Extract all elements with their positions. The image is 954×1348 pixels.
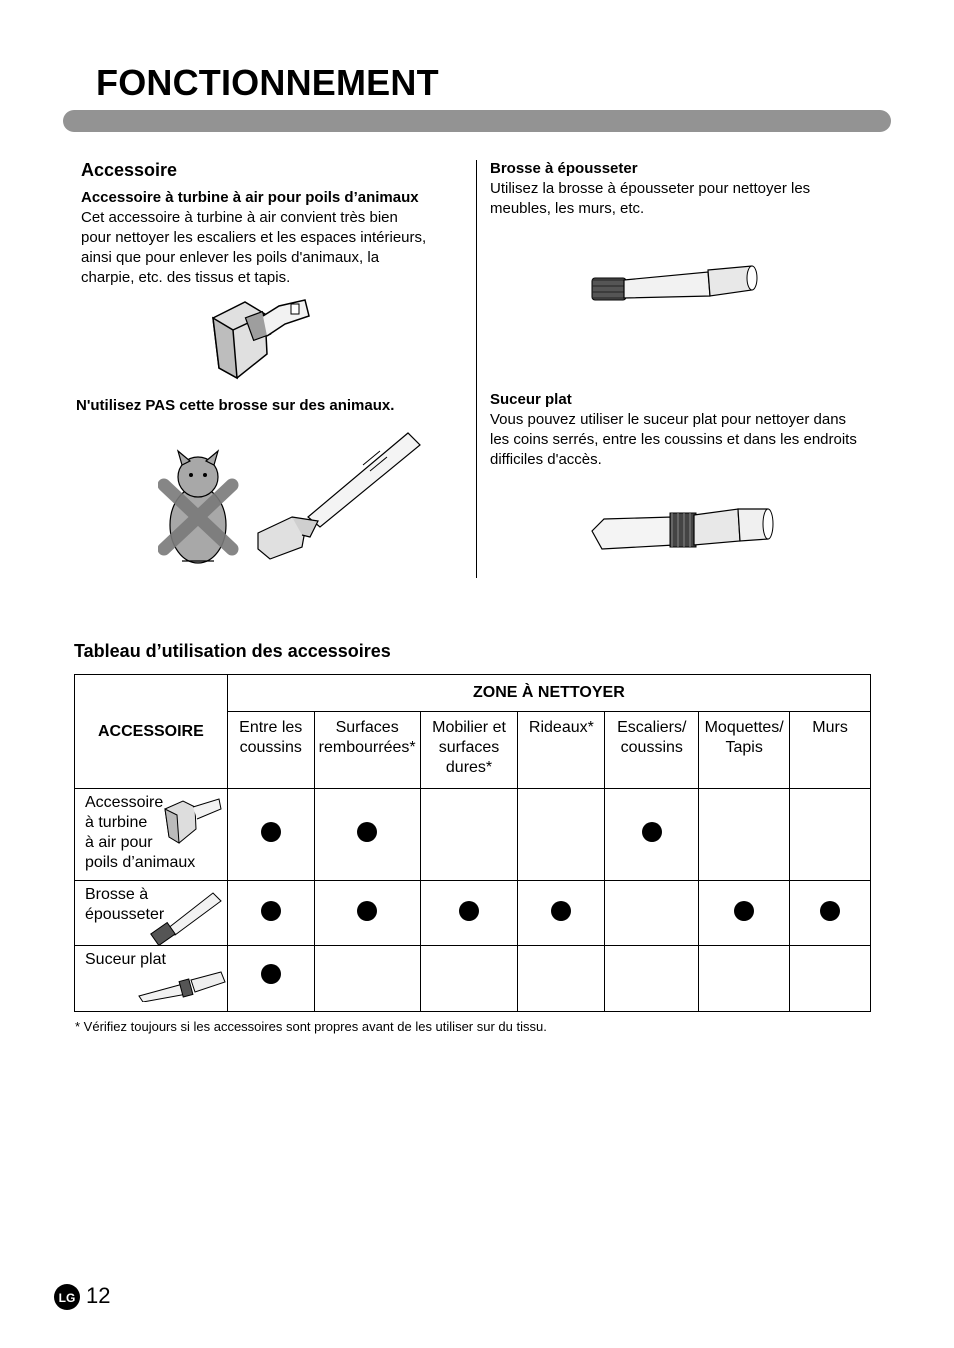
column-header: Rideaux* <box>518 712 605 789</box>
usage-cell <box>518 881 605 946</box>
usage-dot <box>357 822 377 842</box>
row-label: Suceur plat <box>75 946 228 1012</box>
text-line: meubles, les murs, etc. <box>490 200 645 217</box>
usage-cell <box>790 881 871 946</box>
section-title: Accessoire <box>81 160 178 180</box>
usage-dot <box>261 901 281 921</box>
table-row <box>75 946 871 1012</box>
svg-text:LG: LG <box>58 1291 76 1305</box>
crevice-tool-image <box>588 505 778 553</box>
turbine-description <box>81 208 426 288</box>
no-animals-illustration <box>158 425 428 570</box>
page-number: 12 <box>86 1283 111 1308</box>
usage-cell <box>314 881 420 946</box>
footnote: * Vérifiez toujours si les accessoires sont propres avant de les utiliser sur du tissu. <box>75 1019 547 1034</box>
row-label: Brosse à épousseter <box>75 881 228 946</box>
warning-text: N'utilisez PAS cette brosse sur des animaux. <box>76 397 395 414</box>
text-line: charpie, etc. des tissus et tapis. <box>81 269 291 286</box>
usage-dot <box>551 901 571 921</box>
header-bar <box>63 110 891 132</box>
usage-cell <box>699 789 790 881</box>
usage-dot <box>459 901 479 921</box>
usage-cell <box>227 881 314 946</box>
usage-cell <box>605 789 699 881</box>
usage-dot <box>820 901 840 921</box>
row-label: Accessoire à turbine à air pour poils d’animaux <box>75 789 228 881</box>
table-row <box>75 881 871 946</box>
turbine-title: Accessoire à turbine à air pour poils d’animaux <box>81 189 419 206</box>
usage-cell <box>227 789 314 881</box>
column-header: Mobilier et surfaces dures* <box>420 712 518 789</box>
usage-dot <box>734 901 754 921</box>
usage-cell <box>605 946 699 1012</box>
turbine-wand-icon <box>258 433 420 559</box>
usage-cell <box>518 789 605 881</box>
usage-dot <box>261 822 281 842</box>
turbine-thumb-icon <box>161 797 225 847</box>
column-divider <box>476 160 477 578</box>
accessory-header: ACCESSOIRE <box>75 675 228 789</box>
table-title: Tableau d’utilisation des accessoires <box>74 641 391 661</box>
zone-header: ZONE À NETTOYER <box>227 675 870 712</box>
column-header: Murs <box>790 712 871 789</box>
usage-dot <box>357 901 377 921</box>
usage-cell <box>420 946 518 1012</box>
text-line: Vous pouvez utiliser le suceur plat pour nettoyer dans <box>490 411 847 428</box>
lg-logo-icon <box>53 1283 81 1311</box>
brush-thumb-icon <box>147 889 227 945</box>
page-title: FONCTIONNEMENT <box>96 62 439 103</box>
dusting-brush-image <box>588 262 760 312</box>
column-header: Moquettes/ Tapis <box>699 712 790 789</box>
column-header: Entre les coussins <box>227 712 314 789</box>
usage-cell <box>420 789 518 881</box>
usage-cell <box>314 789 420 881</box>
usage-cell <box>314 946 420 1012</box>
crevice-description <box>490 410 857 470</box>
text-line: les coins serrés, entre les coussins et dans les endroits <box>490 431 857 448</box>
usage-cell <box>699 946 790 1012</box>
usage-cell <box>227 946 314 1012</box>
usage-cell <box>699 881 790 946</box>
column-header: Escaliers/ coussins <box>605 712 699 789</box>
text-line: Utilisez la brosse à épousseter pour nettoyer les <box>490 180 811 197</box>
usage-cell <box>790 946 871 1012</box>
usage-cell <box>518 946 605 1012</box>
usage-cell <box>790 789 871 881</box>
usage-dot <box>642 822 662 842</box>
text-line: Cet accessoire à turbine à air convient très bien <box>81 209 398 226</box>
text-line: pour nettoyer les escaliers et les espaces intérieurs, <box>81 229 427 246</box>
text-line: difficiles d'accès. <box>490 451 602 468</box>
table-row <box>75 789 871 881</box>
usage-cell <box>420 881 518 946</box>
crevice-title: Suceur plat <box>490 391 572 408</box>
accessory-usage-table <box>74 674 871 1012</box>
usage-cell <box>605 881 699 946</box>
text-line: ainsi que pour enlever les poils d'animaux, la <box>81 249 380 266</box>
crevice-thumb-icon <box>137 970 227 1002</box>
brush-title: Brosse à épousseter <box>490 160 638 177</box>
turbine-tool-image <box>205 296 315 386</box>
usage-dot <box>261 964 281 984</box>
brush-description <box>490 179 810 219</box>
column-header: Surfaces rembourrées* <box>314 712 420 789</box>
